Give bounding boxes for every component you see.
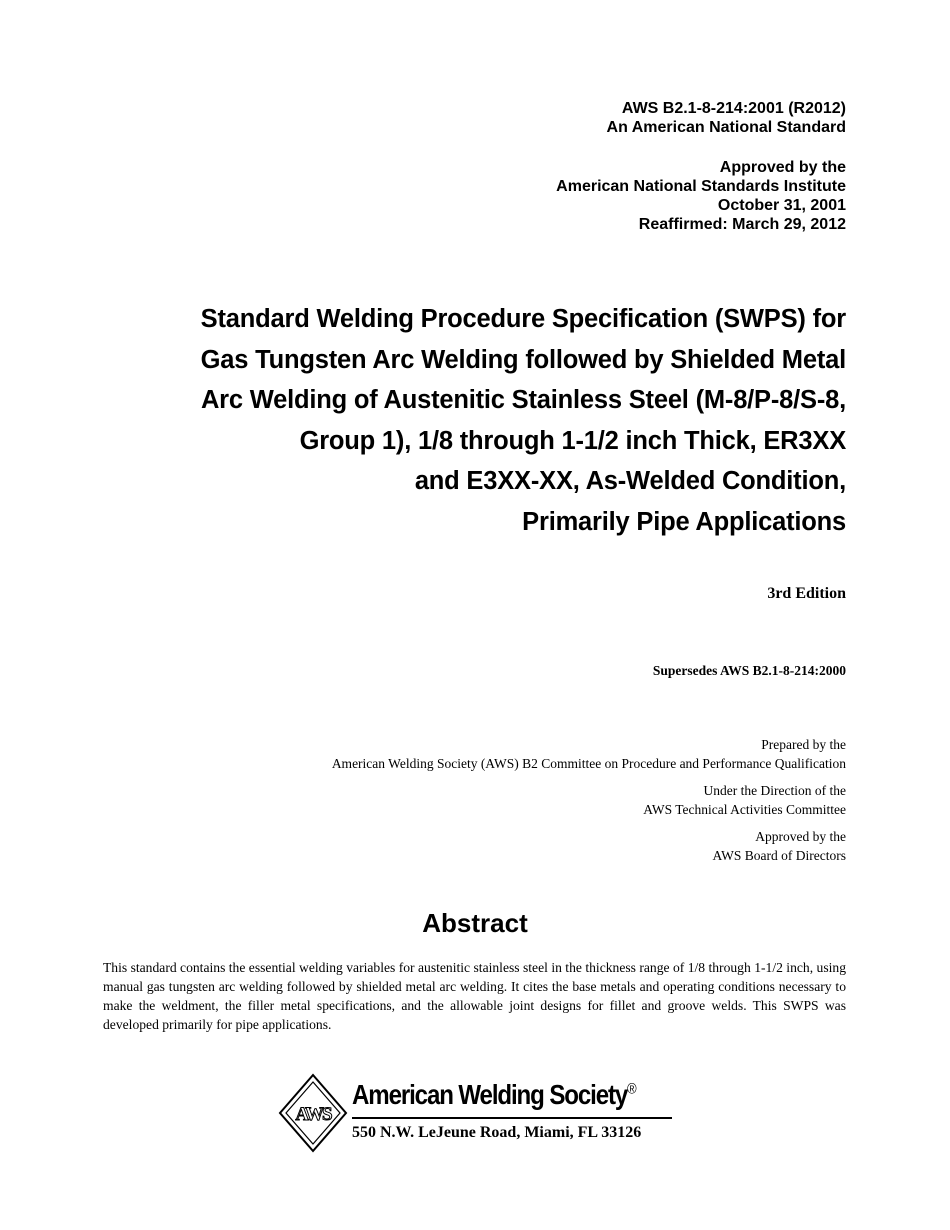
approved-by-board: AWS Board of Directors — [712, 847, 846, 863]
prepared-by-label: Prepared by the — [761, 737, 846, 752]
edition: 3rd Edition — [767, 585, 846, 602]
direction-of — [643, 782, 846, 819]
title-line: Standard Welding Procedure Specification (SWPS) for — [200, 305, 846, 333]
prepared-by — [332, 736, 846, 773]
approved-by-label: Approved by the — [755, 829, 846, 844]
document-title — [201, 299, 846, 542]
logo-society-name — [352, 1079, 637, 1111]
direction-label: Under the Direction of the — [703, 783, 846, 798]
approval-date: October 31, 2001 — [717, 197, 846, 214]
prepared-by-committee: American Welding Society (AWS) B2 Committee on Procedure and Performance Qualification — [331, 755, 846, 771]
approval-line: Approved by the — [719, 159, 846, 176]
supersedes-note: Supersedes AWS B2.1-8-214:2000 — [652, 663, 846, 678]
title-line: and E3XX-XX, As-Welded Condition, — [414, 467, 846, 495]
society-name: American Welding Society — [352, 1079, 628, 1110]
title-line: Arc Welding of Austenitic Stainless Steel (M-8/P-8/S-8, — [200, 386, 846, 414]
society-address: 550 N.W. LeJeune Road, Miami, FL 33126 — [352, 1124, 642, 1141]
reaffirmed-date: Reaffirmed: March 29, 2012 — [638, 216, 846, 233]
aws-logo — [278, 1073, 678, 1155]
approved-by — [712, 828, 846, 865]
approval-line: American National Standards Institute — [556, 178, 846, 195]
abstract-heading: Abstract — [422, 908, 528, 938]
header-approval-block — [556, 158, 846, 234]
title-line: Primarily Pipe Applications — [522, 507, 846, 536]
standard-type: An American National Standard — [606, 119, 846, 136]
aws-diamond-emblem-icon — [278, 1073, 348, 1153]
title-line: Gas Tungsten Arc Welding followed by Shielded Metal — [200, 345, 846, 374]
svg-text:AWS: AWS — [295, 1104, 331, 1125]
abstract-body: This standard contains the essential welding variables for austenitic stainless steel in the thickness range of 1/8 through 1-1/2 inch, using manual gas tungsten arc welding followed by shielded metal arc welding. It cites the base metals and operating conditions necessary to make the weldment, the filler metal specifications, and the allowable joint designs for fillet and groove welds. This SWPS was developed primarily for pipe applications. — [103, 960, 846, 1032]
header-designation-block — [607, 99, 846, 137]
standard-designation: AWS B2.1-8-214:2001 (R2012) — [621, 100, 846, 117]
registered-mark: ® — [627, 1080, 637, 1098]
title-line: Group 1), 1/8 through 1-1/2 inch Thick, ER3XX — [299, 426, 846, 455]
direction-committee: AWS Technical Activities Committee — [643, 801, 846, 817]
logo-divider — [352, 1117, 672, 1119]
